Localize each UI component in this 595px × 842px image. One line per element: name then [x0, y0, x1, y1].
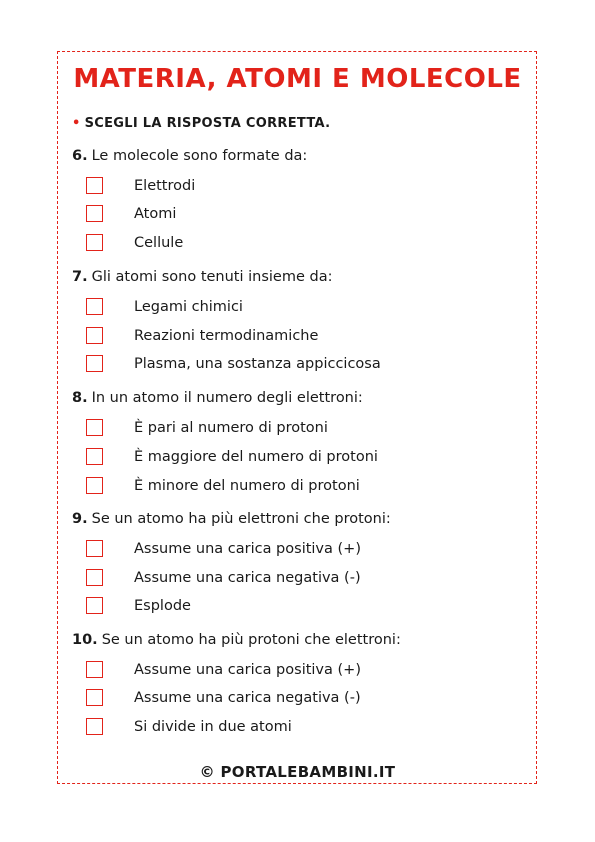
option-10c[interactable] [0, 718, 595, 742]
checkbox[interactable] [86, 177, 103, 194]
option-label: Plasma, una sostanza appiccicosa [134, 356, 381, 372]
checkbox[interactable] [86, 419, 103, 436]
question-number: 9. [72, 511, 88, 527]
option-6b[interactable] [0, 205, 595, 229]
question-8 [72, 390, 363, 406]
option-8c[interactable] [0, 477, 595, 501]
option-label: È minore del numero di protoni [134, 478, 360, 494]
option-6c[interactable] [0, 234, 595, 258]
option-label: Assume una carica positiva (+) [134, 662, 361, 678]
footer-credit: © PORTALEBAMBINI.IT [199, 763, 396, 781]
option-6a[interactable] [0, 177, 595, 201]
checkbox[interactable] [86, 477, 103, 494]
option-7b[interactable] [0, 327, 595, 351]
option-label: Cellule [134, 235, 184, 251]
question-7 [72, 269, 332, 285]
question-text: Gli atomi sono tenuti insieme da: [91, 269, 333, 285]
question-number: 8. [72, 390, 88, 406]
instruction-text: SCEGLI LA RISPOSTA CORRETTA. [84, 116, 331, 131]
bullet-icon: • [72, 116, 81, 131]
question-number: 7. [72, 269, 88, 285]
checkbox[interactable] [86, 569, 103, 586]
option-10b[interactable] [0, 689, 595, 713]
checkbox[interactable] [86, 205, 103, 222]
checkbox[interactable] [86, 661, 103, 678]
option-label: È maggiore del numero di protoni [134, 449, 378, 465]
question-number: 10. [72, 632, 98, 648]
instruction [72, 116, 330, 131]
option-label: Assume una carica negativa (-) [134, 690, 361, 706]
checkbox[interactable] [86, 597, 103, 614]
question-text: Se un atomo ha più elettroni che protoni: [91, 511, 391, 527]
checkbox[interactable] [86, 689, 103, 706]
option-label: È pari al numero di protoni [134, 420, 328, 436]
option-label: Atomi [134, 206, 177, 222]
checkbox[interactable] [86, 298, 103, 315]
option-label: Reazioni termodinamiche [134, 328, 319, 344]
option-10a[interactable] [0, 661, 595, 685]
option-7a[interactable] [0, 298, 595, 322]
checkbox[interactable] [86, 327, 103, 344]
option-label: Assume una carica positiva (+) [134, 541, 361, 557]
question-6 [72, 148, 307, 164]
option-label: Esplode [134, 598, 191, 614]
question-9 [72, 511, 391, 527]
option-label: Legami chimici [134, 299, 243, 315]
question-text: In un atomo il numero degli elettroni: [91, 390, 363, 406]
option-9b[interactable] [0, 569, 595, 593]
checkbox[interactable] [86, 448, 103, 465]
checkbox[interactable] [86, 540, 103, 557]
question-text: Se un atomo ha più protoni che elettroni: [101, 632, 401, 648]
option-9a[interactable] [0, 540, 595, 564]
option-label: Assume una carica negativa (-) [134, 570, 361, 586]
checkbox[interactable] [86, 718, 103, 735]
option-8b[interactable] [0, 448, 595, 472]
checkbox[interactable] [86, 234, 103, 251]
option-7c[interactable] [0, 355, 595, 379]
option-label: Si divide in due atomi [134, 719, 292, 735]
option-8a[interactable] [0, 419, 595, 443]
checkbox[interactable] [86, 355, 103, 372]
page-title: MATERIA, ATOMI E MOLECOLE [73, 64, 522, 94]
question-text: Le molecole sono formate da: [91, 148, 308, 164]
question-number: 6. [72, 148, 88, 164]
option-9c[interactable] [0, 597, 595, 621]
question-10 [72, 632, 401, 648]
option-label: Elettrodi [134, 178, 196, 194]
